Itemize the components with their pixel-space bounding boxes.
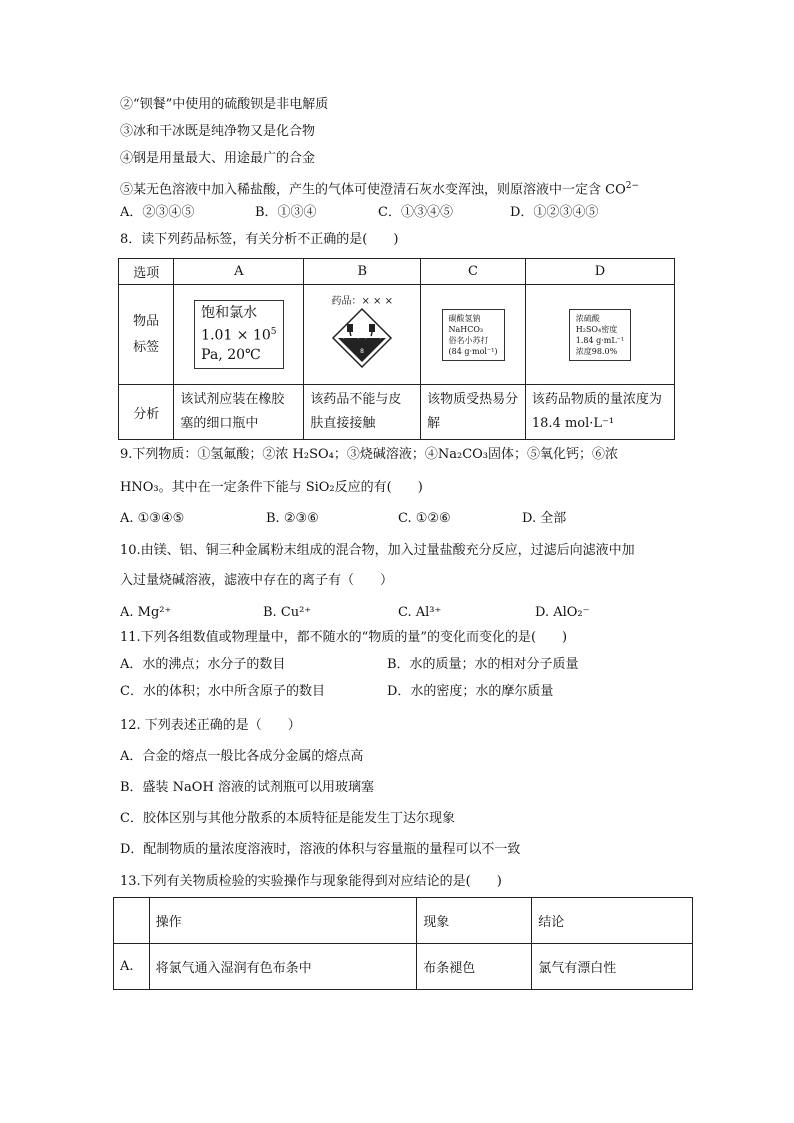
- q11-option-d: D．水的密度；水的摩尔质量: [387, 684, 554, 699]
- label-d-line2: H₂SO₄密度: [575, 324, 618, 334]
- q10-line1: 10.由镁、铝、铜三种金属粉末组成的混合物，加入过量盐酸充分反应，过滤后向滤液中加: [120, 543, 635, 558]
- label-c-line4: (84 g·mol⁻¹): [448, 346, 498, 356]
- statement-5: [120, 177, 639, 199]
- q11-option-b: B．水的质量；水的相对分子质量: [387, 657, 579, 672]
- q7-option-a: A．②③④⑤: [120, 205, 195, 220]
- q8-table: [118, 258, 675, 440]
- q12-option-b: B．盛装 NaOH 溶液的试剂瓶可以用玻璃塞: [120, 780, 374, 795]
- q8-header-a: A: [174, 259, 304, 285]
- q8-label-c-cell: [421, 285, 526, 385]
- q13-row-a-phenomenon: 布条褪色: [417, 944, 532, 990]
- label-a-line3: Pa, 20℃: [201, 346, 261, 363]
- q9-option-c: C. ①②⑥: [398, 511, 451, 526]
- q9-option-d: D. 全部: [522, 511, 567, 526]
- q13-header-phenomenon: 现象: [417, 898, 532, 944]
- q13-stem: 13.下列有关物质检验的实验操作与现象能得到对应结论的是( ): [120, 874, 502, 889]
- q10-option-a: A. Mg²⁺: [120, 605, 172, 620]
- statement-4: ④钢是用量最大、用途最广的合金: [120, 151, 316, 166]
- q11-stem: 11.下列各组数值或物理量中，都不随水的“物质的量”的变化而变化的是( ): [120, 630, 568, 645]
- label-d: [569, 309, 631, 361]
- q12-option-c: C．胶体区别与其他分散系的本质特征是能发生丁达尔现象: [120, 811, 455, 826]
- co3-charge: 2−: [625, 181, 640, 191]
- label-b-number: 8: [360, 348, 365, 355]
- label-c-line3: 俗名小苏打: [448, 335, 489, 345]
- q8-row-label-text: 物品标签: [133, 313, 160, 355]
- q8-label-b-cell: [304, 285, 421, 385]
- q12-option-d: D．配制物质的量浓度溶液时，溶液的体积与容量瓶的量程可以不一致: [120, 842, 521, 857]
- q13-header-conclusion: 结论: [532, 898, 693, 944]
- q8-header-d: D: [525, 259, 674, 285]
- label-c-line1: 碳酸氢钠: [448, 313, 481, 323]
- q12-option-a: A．合金的熔点一般比各成分金属的熔点高: [120, 749, 364, 764]
- label-d-line4: 浓度98.0%: [575, 346, 618, 356]
- q7-option-c: C．①③④⑤: [378, 205, 453, 220]
- q10-option-d: D. AlO₂⁻: [535, 605, 590, 620]
- label-c: [442, 309, 505, 361]
- q11-option-a: A．水的沸点；水分子的数目: [120, 657, 286, 672]
- q13-header-operation: 操作: [149, 898, 417, 944]
- q13-row-a-conclusion: 氯气有漂白性: [532, 944, 693, 990]
- statement-3: ③冰和干冰既是纯净物又是化合物: [120, 124, 316, 139]
- q10-line2: 入过量烧碱溶液，滤液中存在的离子有（ ）: [120, 573, 394, 588]
- q12-stem: 12. 下列表述正确的是（ ）: [120, 718, 301, 733]
- q7-option-b: B．①③④: [255, 205, 317, 220]
- q8-label-a-cell: [174, 285, 304, 385]
- q7-option-d: D．①②③④⑤: [510, 205, 599, 220]
- q9-option-a: A. ①③④⑤: [120, 511, 185, 526]
- label-a-line2: [201, 323, 276, 346]
- label-d-line3: 1.84 g·mL⁻¹: [575, 335, 625, 345]
- label-a-pressure: 1.01 × 10: [201, 327, 271, 344]
- label-b-caption: 药品：× × ×: [331, 296, 393, 307]
- q8-label-d-cell: [525, 285, 674, 385]
- q8-header-option: 选项: [119, 259, 174, 285]
- q8-analysis-d: 该药品物质的量浓度为 18.4 mol·L⁻¹: [525, 385, 674, 440]
- q13-row-a-operation: 将氯气通入湿润有色布条中: [149, 944, 417, 990]
- q10-option-c: C. Al³⁺: [398, 605, 442, 620]
- q9-line1: 9.下列物质：①氢氟酸；②浓 H₂SO₄；③烧碱溶液；④Na₂CO₃固体；⑤氧化钙；⑥浓: [120, 447, 619, 462]
- label-a: [194, 300, 283, 369]
- label-c-line2: NaHCO₃: [448, 324, 484, 334]
- q8-header-b: B: [304, 259, 421, 285]
- q8-analysis-c: 该物质受热易分解: [421, 385, 526, 440]
- q13-row-a-index: A.: [114, 944, 150, 990]
- q8-header-c: C: [421, 259, 526, 285]
- label-a-line1: 饱和氯水: [201, 305, 258, 322]
- q8-stem: 8．读下列药品标签，有关分析不正确的是( ): [120, 232, 399, 247]
- q9-line2: HNO₃。其中在一定条件下能与 SiO₂反应的有( ): [120, 480, 423, 495]
- label-a-exp: 5: [270, 327, 277, 338]
- statement-2: ②“钡餐”中使用的硫酸钡是非电解质: [120, 97, 329, 112]
- q8-analysis-a: 该试剂应装在橡胶塞的细口瓶中: [174, 385, 304, 440]
- q8-row-label-labels: [119, 285, 174, 385]
- q9-option-b: B. ②③⑥: [266, 511, 319, 526]
- q11-option-c: C．水的体积；水中所含原子的数目: [120, 684, 325, 699]
- q13-table: [113, 897, 693, 990]
- corrosive-hazard-icon: [331, 307, 393, 369]
- q8-row-label-analysis: 分析: [119, 385, 174, 440]
- statement-5-text: ⑤某无色溶液中加入稀盐酸，产生的气体可使澄清石灰水变浑浊，则原溶液中一定含 CO: [120, 182, 626, 198]
- q13-header-index: [114, 898, 150, 944]
- q10-option-b: B. Cu²⁺: [263, 605, 312, 620]
- q8-analysis-b: 该药品不能与皮肤直接接触: [304, 385, 421, 440]
- label-d-line1: 浓硫酸: [575, 313, 600, 323]
